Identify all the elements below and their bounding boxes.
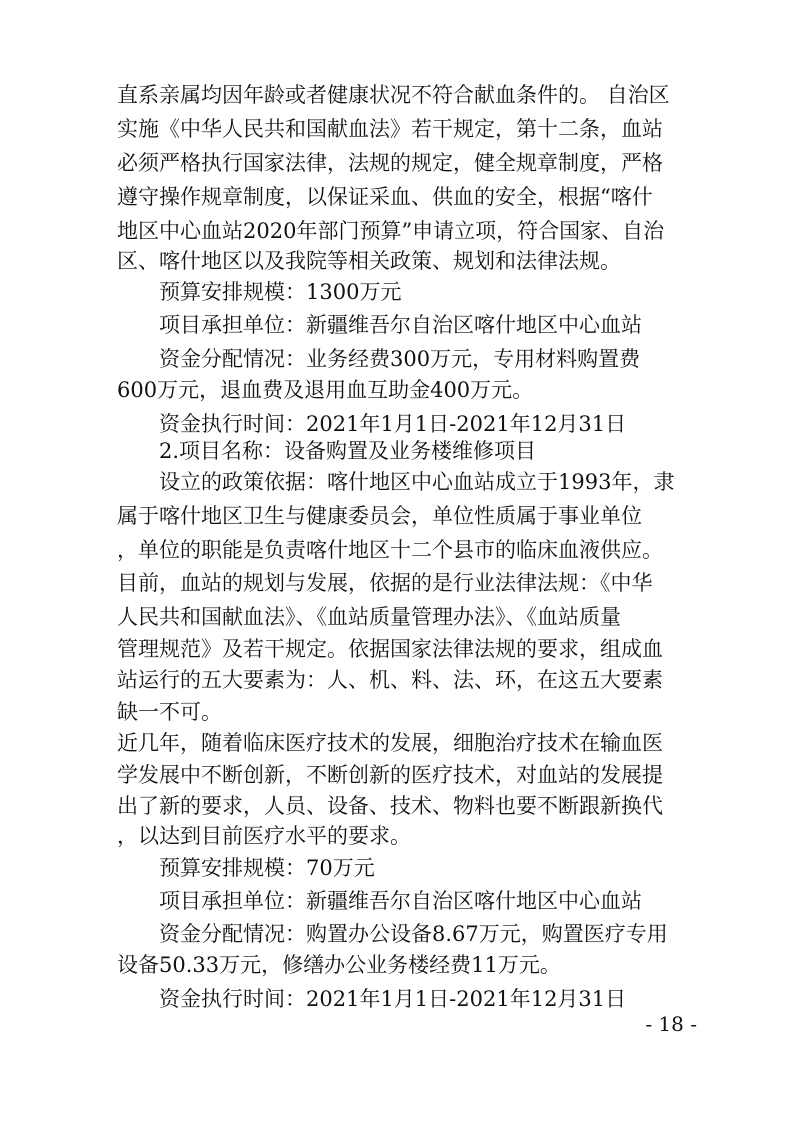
body-line: 目前，血站的规划与发展，依据的是行业法律法规：《中华 xyxy=(117,571,653,595)
body-line: 站运行的五大要素为：人、机、料、法、环，在这五大要素 xyxy=(117,668,663,692)
execution-time-line: 资金执行时间：2021年1月1日-2021年12月31日 xyxy=(159,987,627,1011)
body-line: 600万元，退血费及退用血互助金400万元。 xyxy=(117,378,534,402)
body-line: ，以达到目前医疗水平的要求。 xyxy=(117,824,411,848)
body-line: 人民共和国献血法》、《血站质量管理办法》、《血站质量 xyxy=(117,605,621,629)
body-line: 属于喀什地区卫生与健康委员会，单位性质属于事业单位 xyxy=(117,504,642,528)
body-line: 直系亲属均因年龄或者健康状况不符合献血条件的。 自治区 xyxy=(117,83,670,107)
budget-scale-line: 预算安排规模：70万元 xyxy=(159,856,375,880)
body-line: 管理规范》及若干规定。依据国家法律法规的要求，组成血 xyxy=(117,637,663,661)
body-line: 地区中心血站2020年部门预算”申请立项，符合国家、自治 xyxy=(117,219,665,243)
fund-allocation-line: 资金分配情况：购置办公设备8.67万元，购置医疗专用 xyxy=(159,922,668,946)
body-line: 区、喀什地区以及我院等相关政策、规划和法律法规。 xyxy=(117,249,621,273)
body-line: 出了新的要求，人员、设备、技术、物料也要不断跟新换代 xyxy=(117,794,663,818)
execution-time-line: 资金执行时间：2021年1月1日-2021年12月31日 xyxy=(159,412,627,436)
fund-allocation-line: 资金分配情况：业务经费300万元，专用材料购置费 xyxy=(159,347,641,371)
project-unit-line: 项目承担单位：新疆维吾尔自治区喀什地区中心血站 xyxy=(159,889,642,913)
budget-scale-line: 预算安排规模：1300万元 xyxy=(159,280,402,304)
body-line: 遵守操作规章制度，以保证采血、供血的安全，根据“喀什 xyxy=(117,185,653,209)
body-line: 必须严格执行国家法律，法规的规定，健全规章制度，严格 xyxy=(117,151,663,175)
project-unit-line: 项目承担单位：新疆维吾尔自治区喀什地区中心血站 xyxy=(159,313,642,337)
project-name-heading: 2.项目名称：设备购置及业务楼维修项目 xyxy=(159,439,537,463)
body-line: 设备50.33万元，修缮办公业务楼经费11万元。 xyxy=(117,953,561,977)
policy-basis-line: 设立的政策依据：喀什地区中心血站成立于1993年，隶 xyxy=(159,470,675,494)
body-line: 近几年，随着临床医疗技术的发展，细胞治疗技术在输血医 xyxy=(117,731,663,755)
body-line: 缺一不可。 xyxy=(117,700,222,724)
body-line: 学发展中不断创新，不断创新的医疗技术，对血站的发展提 xyxy=(117,763,663,787)
body-line: ，单位的职能是负责喀什地区十二个县市的临床血液供应。 xyxy=(117,538,663,562)
body-line: 实施《中华人民共和国献血法》若干规定，第十二条，血站 xyxy=(117,117,663,141)
page-number: - 18 - xyxy=(645,1012,697,1036)
